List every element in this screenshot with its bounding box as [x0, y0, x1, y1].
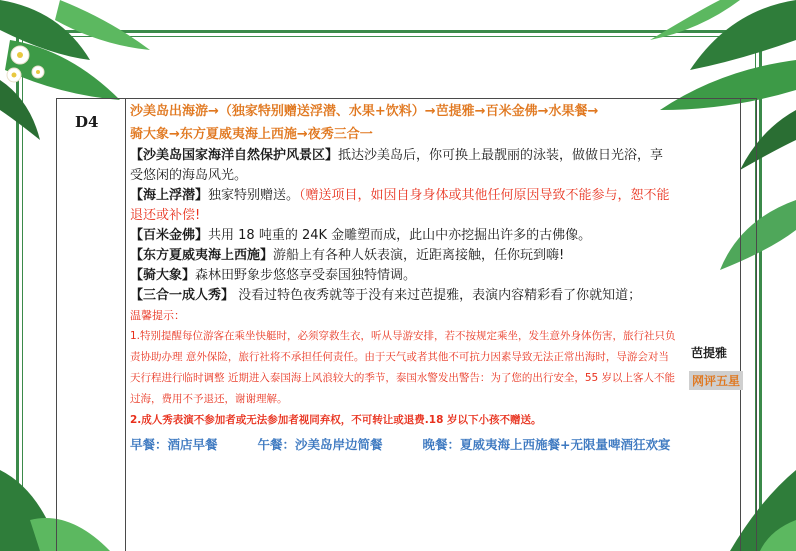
lunch: 午餐：沙美岛岸边简餐	[257, 437, 383, 452]
item-golden-buddha	[130, 226, 676, 246]
route-line: 沙美岛出海游→（独家特别赠送浮潜、水果+饮料）→芭提雅→百米金佛→水果餐→	[130, 104, 599, 119]
day-column	[57, 99, 126, 551]
hotel-name: 芭提雅	[691, 346, 728, 360]
item-sameet-island	[130, 146, 676, 186]
item-heading: 【东方夏威夷海上西施】	[130, 248, 274, 263]
item-text: 没看过特色夜秀就等于没有来过芭提雅，表演内容精彩看了你就知道；	[234, 288, 642, 303]
item-text: 独家特别赠送。	[208, 188, 300, 203]
item-text: 森林田野象步悠悠享受泰国独特情调。	[195, 268, 417, 283]
route-line: 骑大象→东方夏威夷海上西施→夜秀三合一	[130, 127, 373, 142]
day-label: D4	[75, 113, 99, 131]
notice-title: 温馨提示：	[130, 309, 185, 322]
item-adult-show	[130, 286, 676, 306]
item-sea-show	[130, 246, 676, 266]
breakfast: 早餐：酒店早餐	[130, 437, 218, 452]
notice-2: 2.成人秀表演不参加者或无法参加者视同弃权，不可转让或退费.18 岁以下小孩不赠送。	[130, 414, 542, 426]
item-text: 游船上有各种人妖表演，近距离接触，任你玩到嗨!	[273, 248, 565, 263]
item-heading: 【沙美岛国家海洋自然保护风景区】	[130, 148, 339, 163]
itinerary-content	[130, 100, 676, 458]
item-text: 抵达沙美岛后，你可换上最靓丽的泳装，做做日光浴，享受悠闲的海岛风光。	[130, 148, 664, 183]
hotel-column	[740, 99, 756, 551]
item-heading: 【海上浮潜】	[130, 188, 209, 203]
item-elephant-ride	[130, 266, 676, 286]
dinner: 晚餐：夏威夷海上西施餐+无限量啤酒狂欢宴	[422, 437, 671, 452]
item-text: 共用 18 吨重的 24K 金雕塑而成，此山中亦挖掘出许多的古佛像。	[208, 228, 592, 243]
item-snorkeling	[130, 186, 676, 226]
item-heading: 【骑大象】	[130, 268, 196, 283]
item-heading: 【百米金佛】	[130, 228, 209, 243]
notice-1: 1.特别提醒每位游客在乘坐快艇时，必须穿救生衣，听从导游安排，若不按规定乘坐，发生意外身体伤害，旅行社只负责协助办理 意外保险，旅行社将不承担任何责任。由于天气或者其他不可抗力因素导致无法正常出海时，导游会对当天行程进行临时调整 近期进入泰国海上风浪较大的季节，泰国水警发出警告：为了您的出行安全，55 岁以上客人不能过海，费用不予退还，谢谢理解。	[130, 330, 676, 405]
hotel-rating-badge: 网评五星	[689, 371, 743, 390]
item-heading: 【三合一成人秀】	[130, 288, 235, 303]
item-warning: （赠送项目，如因自身身体或其他任何原因导致不能参与，恕不能退还或补偿!	[130, 188, 670, 223]
meals-line	[130, 431, 676, 458]
